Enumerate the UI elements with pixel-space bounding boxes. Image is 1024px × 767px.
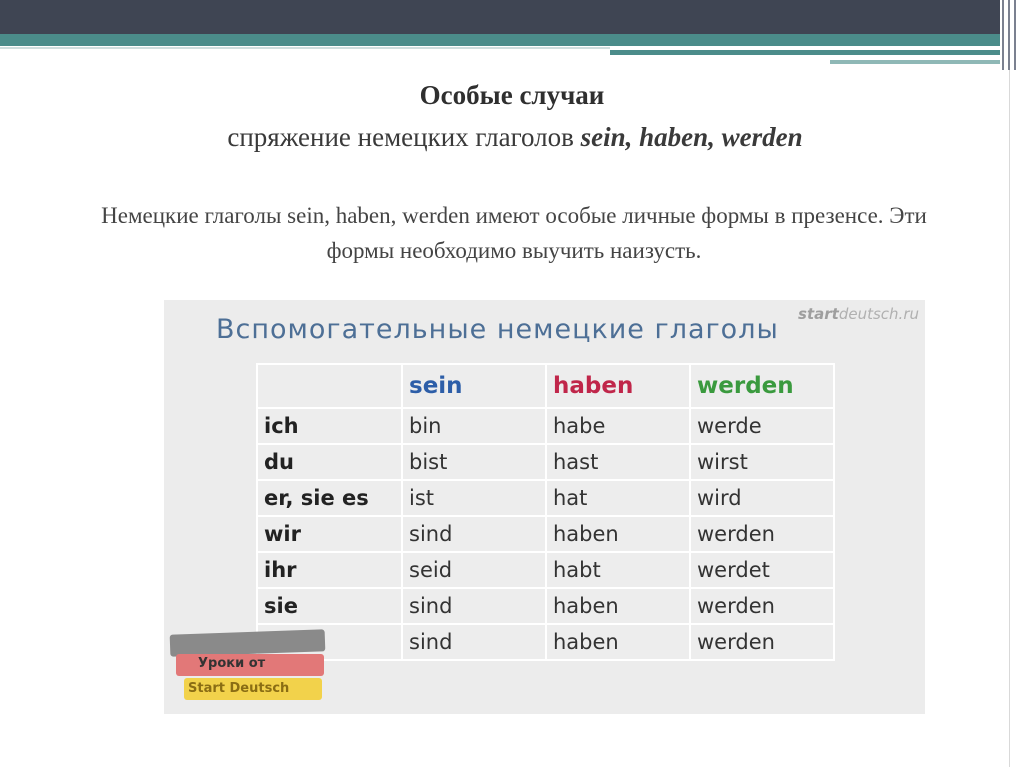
watermark xyxy=(798,305,919,323)
pronoun-cell: ich xyxy=(257,408,402,444)
pronoun-cell: sie xyxy=(257,588,402,624)
slide-title: Особые случаи xyxy=(419,80,605,110)
verb-form-cell: wirst xyxy=(690,444,834,480)
verb-form-cell: werden xyxy=(690,516,834,552)
slide-accent-stripe xyxy=(610,50,1000,55)
slide-accent-stripe xyxy=(830,60,1000,64)
table-row xyxy=(257,444,834,480)
subtitle-verbs: sein, haben, werden xyxy=(580,122,803,152)
watermark-start: start xyxy=(798,305,839,323)
verb-form-cell: werden xyxy=(690,624,834,660)
table-row xyxy=(257,408,834,444)
logo-text-line2: Start Deutsch xyxy=(188,681,290,696)
watermark-rest: deutsch.ru xyxy=(838,305,919,323)
verb-form-cell: sind xyxy=(402,516,546,552)
table-row xyxy=(257,516,834,552)
conjugation-image xyxy=(164,300,925,714)
pronoun-cell: wir xyxy=(257,516,402,552)
slide-accent-band xyxy=(0,34,1000,46)
verb-form-cell: bin xyxy=(402,408,546,444)
verb-form-cell: habt xyxy=(546,552,690,588)
table-row xyxy=(257,480,834,516)
slide-right-edge xyxy=(1000,0,1024,767)
verb-form-cell: werde xyxy=(690,408,834,444)
verb-form-cell: sind xyxy=(402,624,546,660)
verb-form-cell: hast xyxy=(546,444,690,480)
edge-line xyxy=(1008,0,1010,70)
slide-body-text: Немецкие глаголы sein, haben, werden имеют особые личные формы в презенсе. Эти формы необходимо выучить наизусть. xyxy=(101,203,927,263)
subtitle-prefix: спряжение немецких глаголов xyxy=(227,122,581,152)
verb-form-cell: werdet xyxy=(690,552,834,588)
verb-form-cell: hat xyxy=(546,480,690,516)
pronoun-cell: er, sie es xyxy=(257,480,402,516)
header-cell-empty xyxy=(257,364,402,408)
verb-form-cell: ist xyxy=(402,480,546,516)
image-heading: Вспомогательные немецкие глаголы xyxy=(216,314,779,345)
verb-form-cell: haben xyxy=(546,624,690,660)
verb-form-cell: bist xyxy=(402,444,546,480)
table-header-row xyxy=(257,364,834,408)
edge-line xyxy=(1014,0,1016,70)
edge-line xyxy=(1002,0,1004,70)
slide-subtitle xyxy=(0,122,1024,153)
verb-form-cell: wird xyxy=(690,480,834,516)
logo-brush-stroke xyxy=(170,629,326,656)
verb-form-cell: haben xyxy=(546,516,690,552)
verb-form-cell: werden xyxy=(690,588,834,624)
header-cell-haben: haben xyxy=(546,364,690,408)
conjugation-table xyxy=(256,363,835,661)
header-cell-sein: sein xyxy=(402,364,546,408)
slide-accent-stripe xyxy=(0,47,610,49)
slide-edge-line xyxy=(1009,70,1010,767)
table-row xyxy=(257,624,834,660)
start-deutsch-logo xyxy=(170,630,330,712)
verb-form-cell: seid xyxy=(402,552,546,588)
logo-text-line1: Уроки от xyxy=(198,656,266,671)
table-row xyxy=(257,588,834,624)
pronoun-cell: du xyxy=(257,444,402,480)
table-row xyxy=(257,552,834,588)
header-cell-werden: werden xyxy=(690,364,834,408)
verb-form-cell: habe xyxy=(546,408,690,444)
verb-form-cell: sind xyxy=(402,588,546,624)
pronoun-cell: ihr xyxy=(257,552,402,588)
slide-top-bar xyxy=(0,0,1024,34)
verb-form-cell: haben xyxy=(546,588,690,624)
